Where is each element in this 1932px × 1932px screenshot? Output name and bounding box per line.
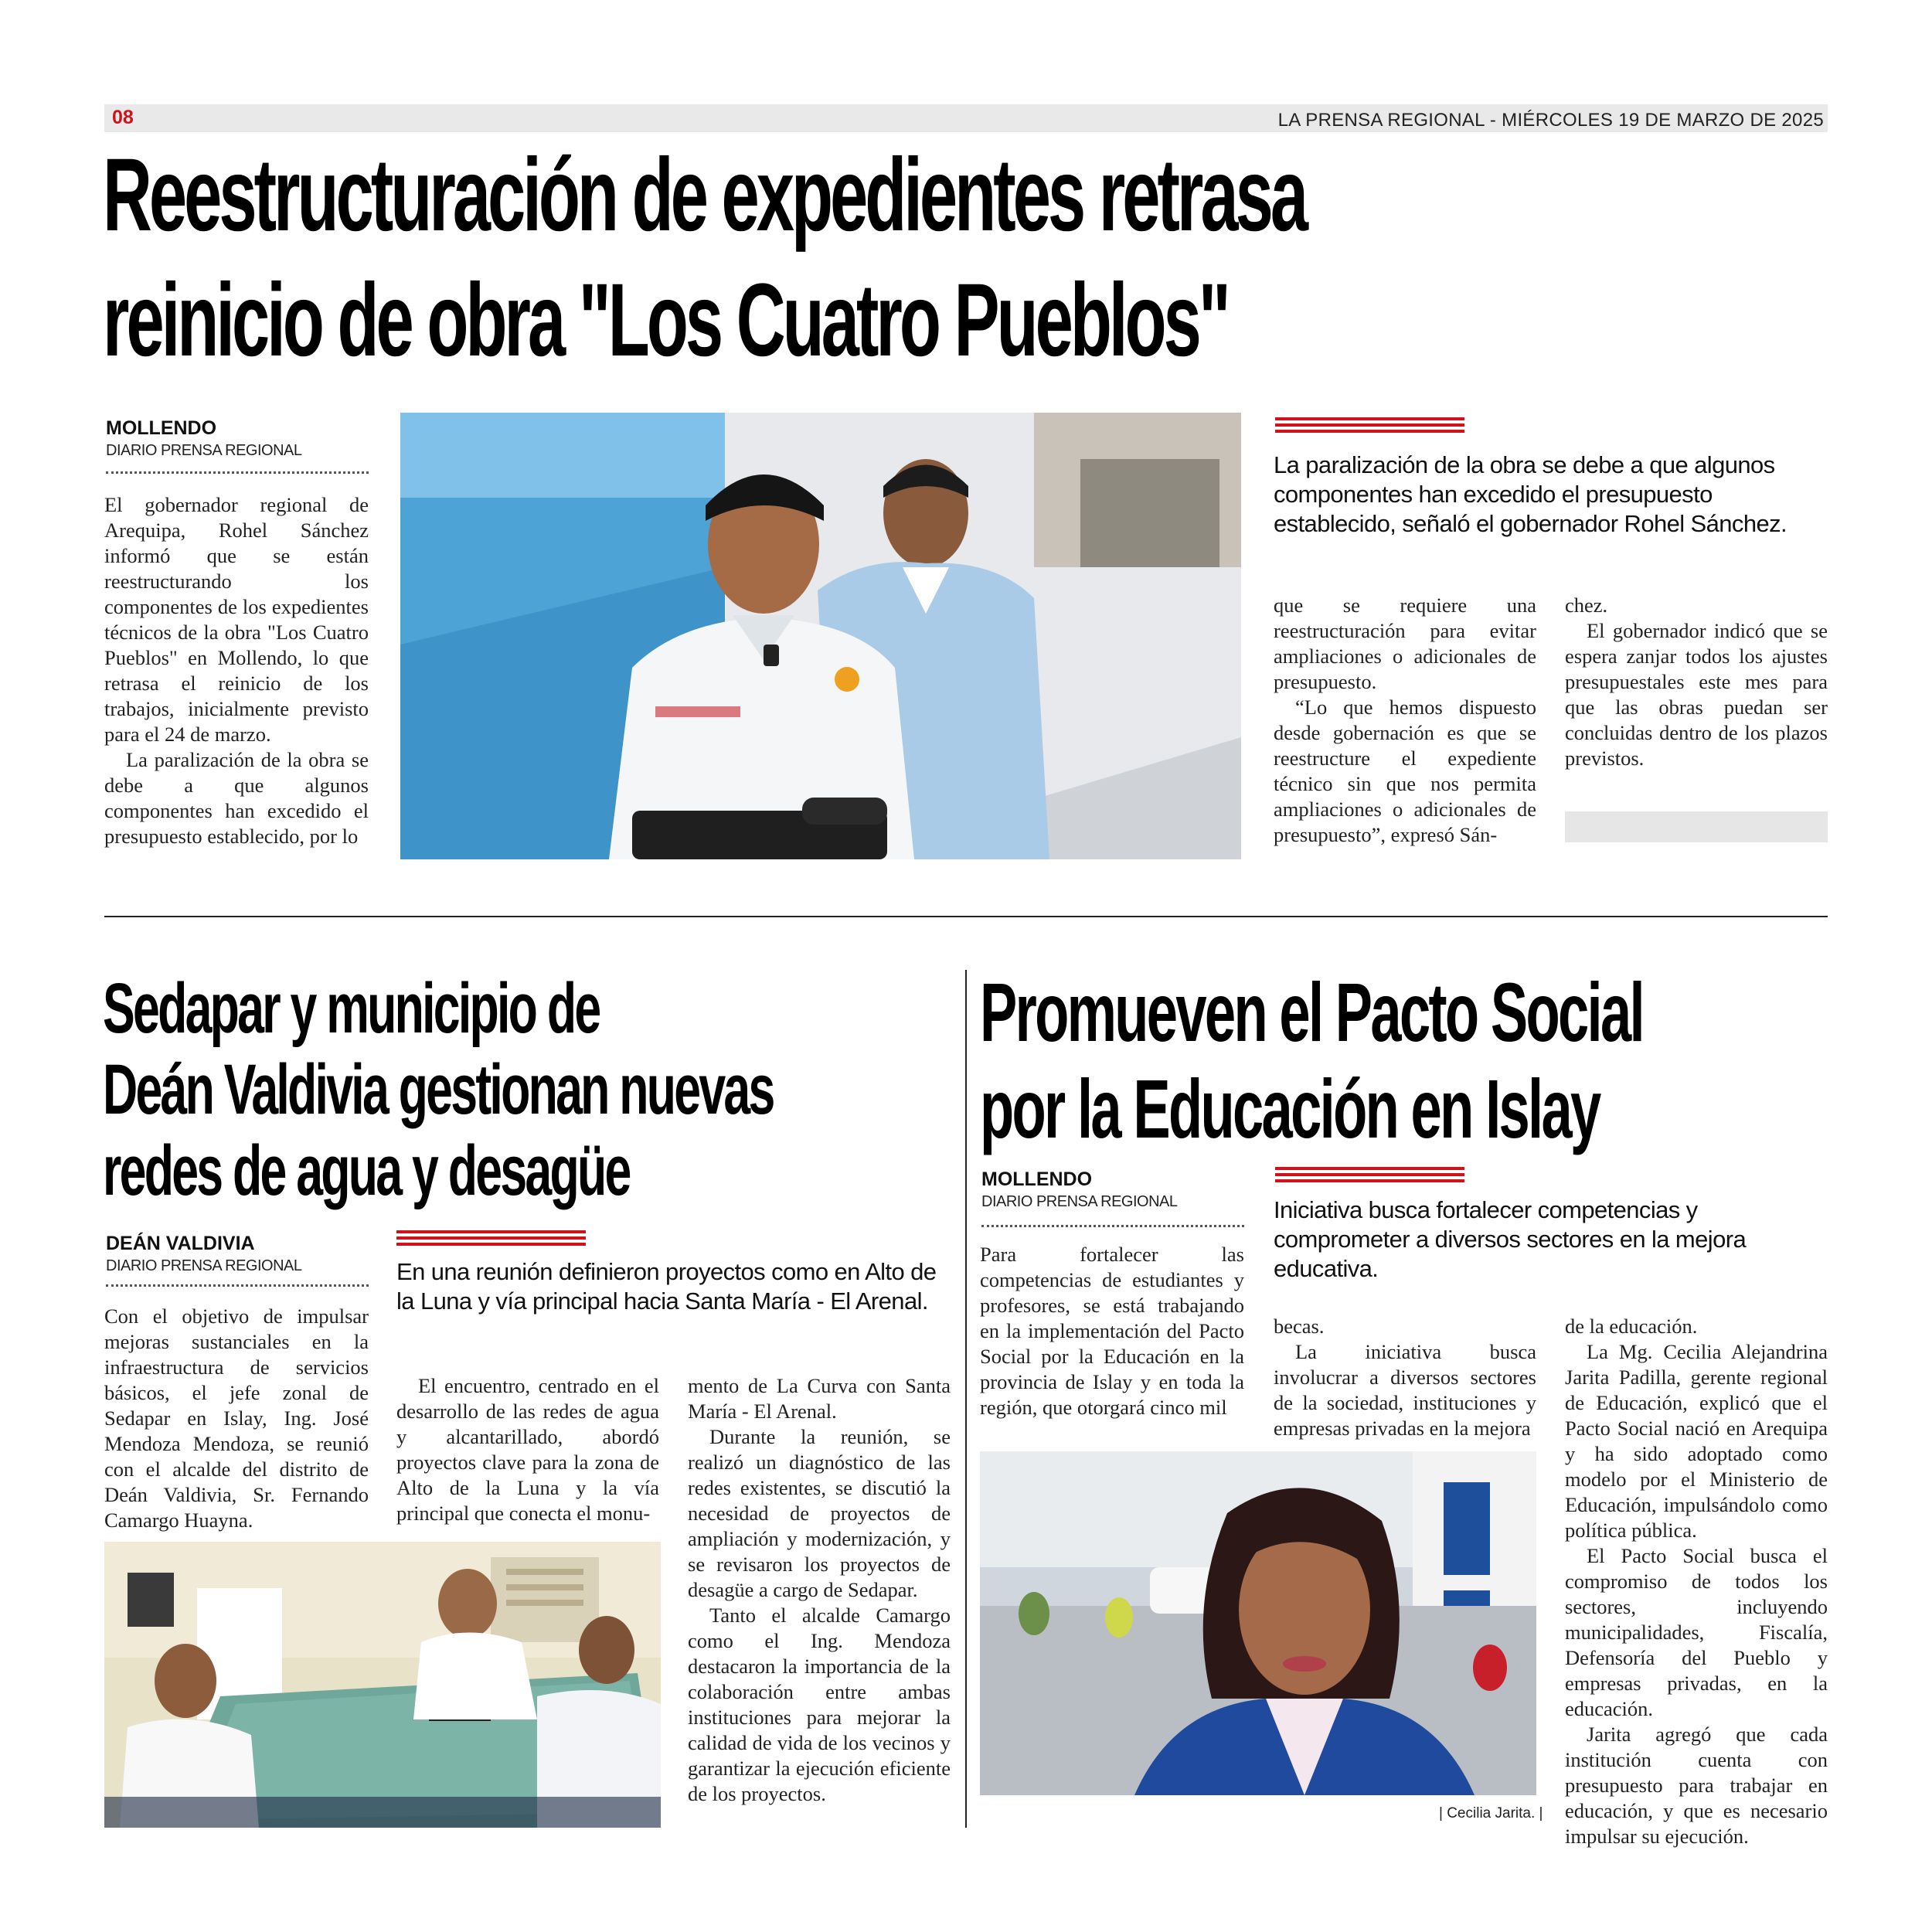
paragraph: Jarita agregó que cada institución cuenta con presupuesto para trabajar en educación, y que es necesario impulsar su ejecución. bbox=[1565, 1723, 1828, 1848]
folio-dateline: LA PRENSA REGIONAL - MIÉRCOLES 19 DE MARZO DE 2025 bbox=[1277, 110, 1824, 131]
story1-source: DIARIO PRENSA REGIONAL bbox=[106, 442, 302, 459]
story3-column-1 bbox=[980, 1242, 1244, 1420]
story3-headline-line1: Promueven el Pacto Social bbox=[980, 965, 1643, 1059]
paragraph: El gobernador indicó que se espera zanjar todos los ajustes presupuestales este mes para que las obras puedan ser concluidas dentro de los plazos previstos. bbox=[1565, 619, 1828, 770]
story2-photo-meeting bbox=[104, 1542, 661, 1828]
paragraph: Tanto el alcalde Camargo como el Ing. Mendoza destacaron la importancia de la colaboración entre ambas instituciones para mejorar la calidad de vida de los vecinos y garantizar la ejecución eficiente de los proyectos. bbox=[688, 1604, 951, 1805]
story3-red-rule bbox=[1275, 1167, 1464, 1184]
paragraph: “Lo que hemos dispuesto desde gobernación es que se reestructure el expediente técnico sin que nos permita ampliaciones o adicionales de presupuesto”, expresó Sán- bbox=[1274, 696, 1536, 846]
story2-column-2 bbox=[396, 1373, 659, 1526]
story1-column-3 bbox=[1565, 593, 1828, 771]
story1-lead: La paralización de la obra se debe a que algunos componentes han excedido el presupuesto establecido, señaló el gobernador Rohel Sánchez. bbox=[1274, 451, 1787, 537]
paragraph: que se requiere una reestructuración para evitar ampliaciones o adicionales de presupuesto. bbox=[1274, 594, 1536, 693]
story1-headline-line2: reinicio de obra "Los Cuatro Pueblos" bbox=[103, 263, 1228, 378]
story2-divider bbox=[106, 1284, 369, 1287]
story2-location: DEÁN VALDIVIA bbox=[106, 1233, 255, 1254]
paragraph: mento de La Curva con Santa María - El Arenal. bbox=[688, 1374, 951, 1423]
paragraph: El Pacto Social busca el compromiso de todos los sectores, incluyendo municipalidades, Fiscalía, Defensoría del Pueblo y empresas privadas, en la educación. bbox=[1565, 1544, 1828, 1720]
story2-lead: En una reunión definieron proyectos como en Alto de la Luna y vía principal hacia Santa María - El Arenal. bbox=[396, 1258, 937, 1315]
photo-caption: | Cecilia Jarita. | bbox=[1439, 1805, 1543, 1821]
story2-column-3 bbox=[688, 1373, 951, 1807]
story1-photo-governor bbox=[400, 413, 1241, 859]
paragraph: El encuentro, centrado en el desarrollo de las redes de agua y alcantarillado, abordó proyectos clave para la zona de Alto de la Luna y la vía principal que conecta el monu- bbox=[396, 1374, 659, 1525]
section-divider bbox=[104, 916, 1828, 917]
page-number: 08 bbox=[112, 107, 134, 128]
paragraph: becas. bbox=[1274, 1315, 1325, 1338]
story2-red-rule bbox=[396, 1230, 586, 1247]
story2-headline-line3: redes de agua y desagüe bbox=[103, 1131, 630, 1210]
story3-column-3 bbox=[1565, 1314, 1828, 1849]
story3-divider bbox=[981, 1225, 1244, 1227]
meeting-photo-illustration bbox=[104, 1542, 661, 1828]
story2-source: DIARIO PRENSA REGIONAL bbox=[106, 1257, 302, 1274]
governor-photo-illustration bbox=[400, 413, 1241, 859]
story1-column-2 bbox=[1274, 593, 1536, 848]
paragraph: La iniciativa busca involucrar a diversos sectores de la sociedad, instituciones y empresas privadas en la mejora bbox=[1274, 1340, 1536, 1440]
paragraph: de la educación. bbox=[1565, 1315, 1698, 1338]
story1-column-1 bbox=[104, 492, 369, 849]
story1-red-rule bbox=[1275, 417, 1464, 434]
story2-headline-line2: Deán Valdivia gestionan nuevas bbox=[103, 1050, 774, 1129]
story3-source: DIARIO PRENSA REGIONAL bbox=[981, 1193, 1178, 1210]
column-divider bbox=[965, 970, 967, 1828]
story2-column-1 bbox=[104, 1304, 369, 1533]
paragraph: Durante la reunión, se realizó un diagnóstico de las redes existentes, se discutió la necesidad de proyectos de ampliación y modernización, y se revisaron los proyectos de desagüe a cargo de Sedapar. bbox=[688, 1425, 951, 1601]
paragraph: La paralización de la obra se debe a que algunos componentes han excedido el presupuesto establecido, por lo bbox=[104, 748, 369, 848]
story3-lead: Iniciativa busca fortalecer competencias y comprometer a diversos sectores en la mejora educativa. bbox=[1274, 1196, 1747, 1282]
story1-divider bbox=[106, 471, 369, 474]
story3-photo-cecilia-jarita bbox=[980, 1451, 1536, 1795]
story3-headline-line2: por la Educación en Islay bbox=[980, 1062, 1600, 1155]
paragraph: El gobernador regional de Arequipa, Rohel Sánchez informó que se están reestructurando los componentes de los expedientes técnicos de la obra "Los Cuatro Pueblos" en Mollendo, lo que retrasa el reinicio de los trabajos, inicialmente previsto para el 24 de marzo. bbox=[104, 493, 369, 746]
portrait-photo-illustration bbox=[980, 1451, 1536, 1795]
story3-location: MOLLENDO bbox=[981, 1168, 1093, 1190]
paragraph: Para fortalecer las competencias de estudiantes y profesores, se está trabajando en la implementación del Pacto Social por la Educación en la provincia de Islay y en toda la región, que otorgará cinco mil bbox=[980, 1243, 1244, 1419]
story3-column-2 bbox=[1274, 1314, 1536, 1441]
paragraph: La Mg. Cecilia Alejandrina Jarita Padilla, gerente regional de Educación, explicó que el Pacto Social nació en Arequipa y ha sido adoptado como modelo por el Ministerio de Educación, impulsándolo como política pública. bbox=[1565, 1340, 1828, 1542]
paragraph: Con el objetivo de impulsar mejoras sustanciales en la infraestructura de servicios básicos, el jefe zonal de Sedapar en Islay, Ing. José Mendoza Mendoza, se reunió con el alcalde del distrito de Deán Valdivia, Sr. Fernando Camargo Huayna. bbox=[104, 1304, 369, 1532]
story1-headline-line1: Reestructuración de expedientes retrasa bbox=[103, 138, 1306, 253]
paragraph: chez. bbox=[1565, 594, 1608, 617]
story1-grey-bar bbox=[1565, 811, 1828, 842]
story1-location: MOLLENDO bbox=[106, 417, 217, 439]
story2-headline-line1: Sedapar y municipio de bbox=[103, 969, 600, 1048]
